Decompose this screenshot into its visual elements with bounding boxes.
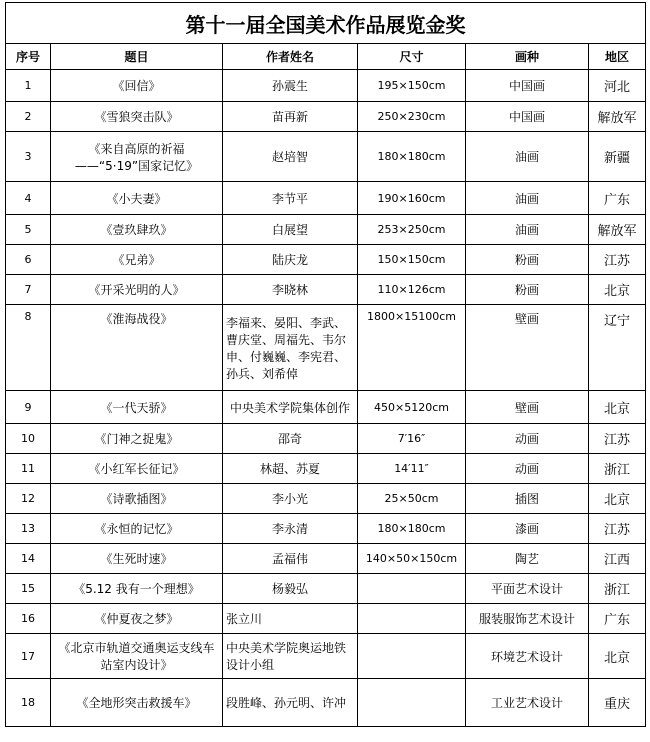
header-author: 作者姓名	[223, 44, 358, 70]
header-size: 尺寸	[358, 44, 466, 70]
cell-no: 7	[6, 275, 51, 305]
cell-no: 14	[6, 544, 51, 574]
cell-genre: 油画	[466, 215, 589, 245]
cell-no: 9	[6, 391, 51, 424]
cell-title: 《生死时速》	[51, 544, 223, 574]
awards-table	[5, 2, 646, 727]
cell-size: 1800×15100cm	[358, 305, 466, 391]
cell-title: 《全地形突击救援车》	[51, 679, 223, 727]
table-row	[6, 102, 646, 132]
cell-title: 《永恒的记忆》	[51, 514, 223, 544]
table-row	[6, 574, 646, 604]
table-row	[6, 544, 646, 574]
cell-title: 《5.12 我有一个理想》	[51, 574, 223, 604]
cell-size: 190×160cm	[358, 182, 466, 215]
header-region: 地区	[589, 44, 646, 70]
cell-title: 《诗歌插图》	[51, 484, 223, 514]
cell-region: 北京	[589, 275, 646, 305]
table-row	[6, 305, 646, 391]
cell-region: 北京	[589, 634, 646, 679]
cell-size: 195×150cm	[358, 70, 466, 102]
header-row	[6, 44, 646, 70]
cell-genre: 平面艺术设计	[466, 574, 589, 604]
table-row	[6, 275, 646, 305]
cell-author: 中央美术学院集体创作	[223, 391, 358, 424]
cell-genre: 壁画	[466, 391, 589, 424]
cell-size: 180×180cm	[358, 132, 466, 182]
cell-genre: 插图	[466, 484, 589, 514]
cell-region: 北京	[589, 484, 646, 514]
cell-author: 邵奇	[223, 424, 358, 454]
cell-author: 孟福伟	[223, 544, 358, 574]
table-row	[6, 245, 646, 275]
table-row	[6, 215, 646, 245]
cell-title: 《来自高原的祈福——“5·19”国家记忆》	[51, 132, 223, 182]
cell-size	[358, 679, 466, 727]
cell-author: 李晓林	[223, 275, 358, 305]
table-row	[6, 484, 646, 514]
cell-title: 《壹玖肆玖》	[51, 215, 223, 245]
cell-region: 浙江	[589, 574, 646, 604]
cell-no: 15	[6, 574, 51, 604]
cell-size: 140×50×150cm	[358, 544, 466, 574]
cell-title: 《北京市轨道交通奥运支线车站室内设计》	[51, 634, 223, 679]
table-title: 第十一届全国美术作品展览金奖	[6, 3, 646, 44]
cell-title: 《兄弟》	[51, 245, 223, 275]
cell-region: 解放军	[589, 215, 646, 245]
cell-region: 广东	[589, 604, 646, 634]
cell-no: 6	[6, 245, 51, 275]
cell-genre: 漆画	[466, 514, 589, 544]
cell-author: 李永清	[223, 514, 358, 544]
cell-region: 江西	[589, 544, 646, 574]
cell-genre: 油画	[466, 182, 589, 215]
cell-region: 辽宁	[589, 305, 646, 391]
cell-genre: 工业艺术设计	[466, 679, 589, 727]
table-row	[6, 454, 646, 484]
cell-size: 253×250cm	[358, 215, 466, 245]
cell-author: 白展望	[223, 215, 358, 245]
cell-genre: 陶艺	[466, 544, 589, 574]
cell-size: 110×126cm	[358, 275, 466, 305]
cell-size: 250×230cm	[358, 102, 466, 132]
table-row	[6, 132, 646, 182]
cell-author: 张立川	[223, 604, 358, 634]
table-row	[6, 604, 646, 634]
cell-genre: 动画	[466, 454, 589, 484]
cell-author: 陆庆龙	[223, 245, 358, 275]
cell-genre: 壁画	[466, 305, 589, 391]
cell-no: 3	[6, 132, 51, 182]
cell-author: 赵培智	[223, 132, 358, 182]
cell-title: 《开采光明的人》	[51, 275, 223, 305]
cell-no: 4	[6, 182, 51, 215]
cell-genre: 动画	[466, 424, 589, 454]
cell-region: 江苏	[589, 424, 646, 454]
table-row	[6, 424, 646, 454]
cell-no: 16	[6, 604, 51, 634]
cell-genre: 服装服饰艺术设计	[466, 604, 589, 634]
cell-genre: 中国画	[466, 102, 589, 132]
table-row	[6, 679, 646, 727]
cell-author: 孙震生	[223, 70, 358, 102]
cell-title: 《门神之捉鬼》	[51, 424, 223, 454]
cell-no: 11	[6, 454, 51, 484]
table-row	[6, 391, 646, 424]
cell-region: 浙江	[589, 454, 646, 484]
cell-size: 150×150cm	[358, 245, 466, 275]
cell-region: 江苏	[589, 514, 646, 544]
cell-no: 8	[6, 305, 51, 391]
cell-size: 450×5120cm	[358, 391, 466, 424]
cell-no: 17	[6, 634, 51, 679]
cell-no: 12	[6, 484, 51, 514]
cell-author: 李节平	[223, 182, 358, 215]
cell-region: 河北	[589, 70, 646, 102]
cell-author: 苗再新	[223, 102, 358, 132]
cell-region: 北京	[589, 391, 646, 424]
cell-size: 180×180cm	[358, 514, 466, 544]
cell-author: 李小光	[223, 484, 358, 514]
header-title: 题目	[51, 44, 223, 70]
cell-no: 5	[6, 215, 51, 245]
table-row	[6, 70, 646, 102]
cell-author: 林超、苏夏	[223, 454, 358, 484]
cell-title: 《淮海战役》	[51, 305, 223, 391]
cell-author: 李福来、晏阳、李武、曹庆堂、周福先、韦尔申、付巍巍、李宪君、孙兵、刘希倬	[223, 305, 358, 391]
cell-title: 《小夫妻》	[51, 182, 223, 215]
table-row	[6, 182, 646, 215]
cell-size: 7′16″	[358, 424, 466, 454]
cell-author: 中央美术学院奥运地铁设计小组	[223, 634, 358, 679]
cell-no: 13	[6, 514, 51, 544]
cell-author: 段胜峰、孙元明、许冲	[223, 679, 358, 727]
cell-size: 14′11″	[358, 454, 466, 484]
cell-genre: 环境艺术设计	[466, 634, 589, 679]
cell-title: 《回信》	[51, 70, 223, 102]
cell-genre: 中国画	[466, 70, 589, 102]
cell-size	[358, 634, 466, 679]
cell-genre: 粉画	[466, 275, 589, 305]
header-genre: 画种	[466, 44, 589, 70]
cell-region: 广东	[589, 182, 646, 215]
cell-size	[358, 574, 466, 604]
cell-region: 新疆	[589, 132, 646, 182]
table-row	[6, 514, 646, 544]
table-row	[6, 634, 646, 679]
cell-author: 杨毅弘	[223, 574, 358, 604]
cell-title: 《小红军长征记》	[51, 454, 223, 484]
cell-region: 解放军	[589, 102, 646, 132]
cell-size: 25×50cm	[358, 484, 466, 514]
cell-genre: 油画	[466, 132, 589, 182]
cell-no: 10	[6, 424, 51, 454]
cell-no: 2	[6, 102, 51, 132]
cell-title: 《仲夏夜之梦》	[51, 604, 223, 634]
cell-region: 江苏	[589, 245, 646, 275]
cell-title: 《雪狼突击队》	[51, 102, 223, 132]
cell-genre: 粉画	[466, 245, 589, 275]
cell-no: 1	[6, 70, 51, 102]
cell-size	[358, 604, 466, 634]
header-no: 序号	[6, 44, 51, 70]
cell-no: 18	[6, 679, 51, 727]
cell-region: 重庆	[589, 679, 646, 727]
cell-title: 《一代天骄》	[51, 391, 223, 424]
